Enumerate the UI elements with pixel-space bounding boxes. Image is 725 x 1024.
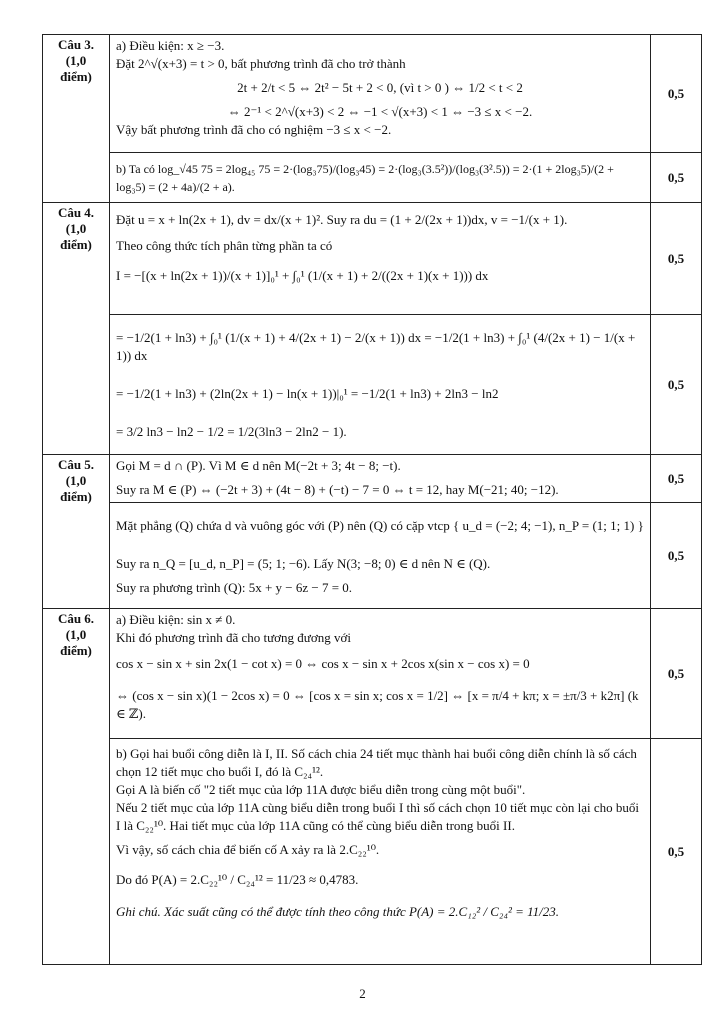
line: cos x − sin x + sin 2x(1 − cot x) = 0 ⇔ cos x − sin x + 2cos x(sin x − cos x) = 0: [116, 656, 530, 671]
line: ⇔ 2⁻¹ < 2^√(x+3) < 2 ⇔ −1 < √(x+3) < 1 ⇔ −3 ≤ x < −2.: [227, 104, 533, 119]
cau4-score-a: 0,5: [651, 203, 702, 315]
line: Đặt 2^√(x+3) = t > 0, bất phương trình đã cho trở thành: [116, 56, 406, 71]
line: = −1/2(1 + ln3) + ∫₀¹ (1/(x + 1) + 4/(2x + 1) − 2/(x + 1)) dx = −1/2(1 + ln3) + ∫₀¹ (4/(2x + 1) − 1/(x + 1)) dx: [116, 330, 636, 363]
line: Theo công thức tích phân từng phần ta có: [116, 238, 333, 253]
cau3-score-b: 0,5: [651, 153, 702, 203]
line: b) Gọi hai buổi công diễn là I, II. Số cách chia 24 tiết mục thành hai buổi công diễn chính là số cách chọn 12 tiết mục cho buổi I, đó là C₂₄¹².: [116, 746, 637, 779]
cau5-label: Câu 5. (1,0 điểm): [43, 455, 110, 609]
cau5-part-a: [110, 455, 651, 503]
cau6-row-b: [43, 739, 702, 965]
line: Mặt phẳng (Q) chứa d và vuông góc với (P) nên (Q) có cặp vtcp { u_d = (−2; 4; −1), n_P = (1; 1; 1) }: [116, 518, 644, 533]
cau5-score-b: 0,5: [651, 503, 702, 609]
cau6-part-a: [110, 609, 651, 739]
cau5-part-b: [110, 503, 651, 609]
cau6-row-a: [43, 609, 702, 739]
line: Vì vậy, số cách chia để biến cố A xảy ra là 2.C₂₂¹⁰.: [116, 842, 380, 857]
cau3-part-a: [110, 35, 651, 153]
cau3-row-a: [43, 35, 702, 153]
cau5-row-a: [43, 455, 702, 503]
cau6-part-b: [110, 739, 651, 965]
cau3-score-a: 0,5: [651, 35, 702, 153]
line: Gọi A là biến cố "2 tiết mục của lớp 11A được biểu diễn trong cùng một buổi".: [116, 782, 526, 797]
line: Đặt u = x + ln(2x + 1), dv = dx/(x + 1)². Suy ra du = (1 + 2/(2x + 1))dx, v = −1/(x + 1).: [116, 212, 568, 227]
cau5-row-b: [43, 503, 702, 609]
line: b) Ta có log_√45 75 = 2log₄₅ 75 = 2·(log₃75)/(log₃45) = 2·(log₃(3.5²))/(log₃(3².5)) = 2·(1 + 2log₃5)/(2 + log₃5) = (2 + 4a)/(2 + a).: [116, 161, 614, 194]
line: ⇔ (cos x − sin x)(1 − 2cos x) = 0 ⇔ [cos x = sin x; cos x = 1/2] ⇔ [x = π/4 + kπ; x = ±π/3 + k2π] (k ∈ ℤ).: [116, 688, 639, 721]
cau6-label: Câu 6. (1,0 điểm): [43, 609, 110, 965]
line: Nếu 2 tiết mục của lớp 11A cùng biểu diễn trong buổi I thì số cách chọn 10 tiết mục còn lại cho buổi I là C₂₂¹⁰. Hai tiết mục của lớp 11A cũng có thể cùng biểu diễn trong buổi II.: [116, 800, 640, 833]
cau4-part-a: [110, 203, 651, 315]
solution-table: [42, 34, 702, 965]
cau6-score-b: 0,5: [651, 739, 702, 965]
line: Gọi M = d ∩ (P). Vì M ∈ d nên M(−2t + 3; 4t − 8; −t).: [116, 458, 401, 473]
line: Suy ra phương trình (Q): 5x + y − 6z − 7 = 0.: [116, 580, 353, 595]
line: = −1/2(1 + ln3) + (2ln(2x + 1) − ln(x + 1))|₀¹ = −1/2(1 + ln3) + 2ln3 − ln2: [116, 386, 499, 401]
cau3-row-b: [43, 153, 702, 203]
line: Vậy bất phương trình đã cho có nghiệm −3 ≤ x < −2.: [116, 122, 392, 137]
cau5-score-a: 0,5: [651, 455, 702, 503]
line: = 3/2 ln3 − ln2 − 1/2 = 1/2(3ln3 − 2ln2 − 1).: [116, 424, 347, 439]
line: a) Điều kiện: sin x ≠ 0.: [116, 612, 236, 627]
line: Do đó P(A) = 2.C₂₂¹⁰ / C₂₄¹² = 11/23 ≈ 0,4783.: [116, 872, 359, 887]
cau4-part-b: [110, 315, 651, 455]
line: a) Điều kiện: x ≥ −3.: [116, 38, 225, 53]
line: Ghi chú. Xác suất cũng có thể được tính theo công thức P(A) = 2.C₁₂² / C₂₄² = 11/23.: [116, 904, 560, 919]
line: Suy ra M ∈ (P) ⇔ (−2t + 3) + (4t − 8) + (−t) − 7 = 0 ⇔ t = 12, hay M(−21; 40; −12).: [116, 482, 559, 497]
cau4-label: Câu 4. (1,0 điểm): [43, 203, 110, 455]
cau4-row-a: [43, 203, 702, 315]
page-number: 2: [359, 986, 366, 1001]
cau4-score-b: 0,5: [651, 315, 702, 455]
cau3-part-b: [110, 153, 651, 203]
line: I = −[(x + ln(2x + 1))/(x + 1)]₀¹ + ∫₀¹ (1/(x + 1) + 2/((2x + 1)(x + 1))) dx: [116, 268, 489, 283]
cau3-label: Câu 3. (1,0 điểm): [43, 35, 110, 203]
line: 2t + 2/t < 5 ⇔ 2t² − 5t + 2 < 0, (vì t > 0 ) ⇔ 1/2 < t < 2: [237, 80, 523, 95]
cau4-row-b: [43, 315, 702, 455]
cau6-score-a: 0,5: [651, 609, 702, 739]
line: Khi đó phương trình đã cho tương đương với: [116, 630, 351, 645]
line: Suy ra n_Q = [u_d, n_P] = (5; 1; −6). Lấy N(3; −8; 0) ∈ d nên N ∈ (Q).: [116, 556, 491, 571]
